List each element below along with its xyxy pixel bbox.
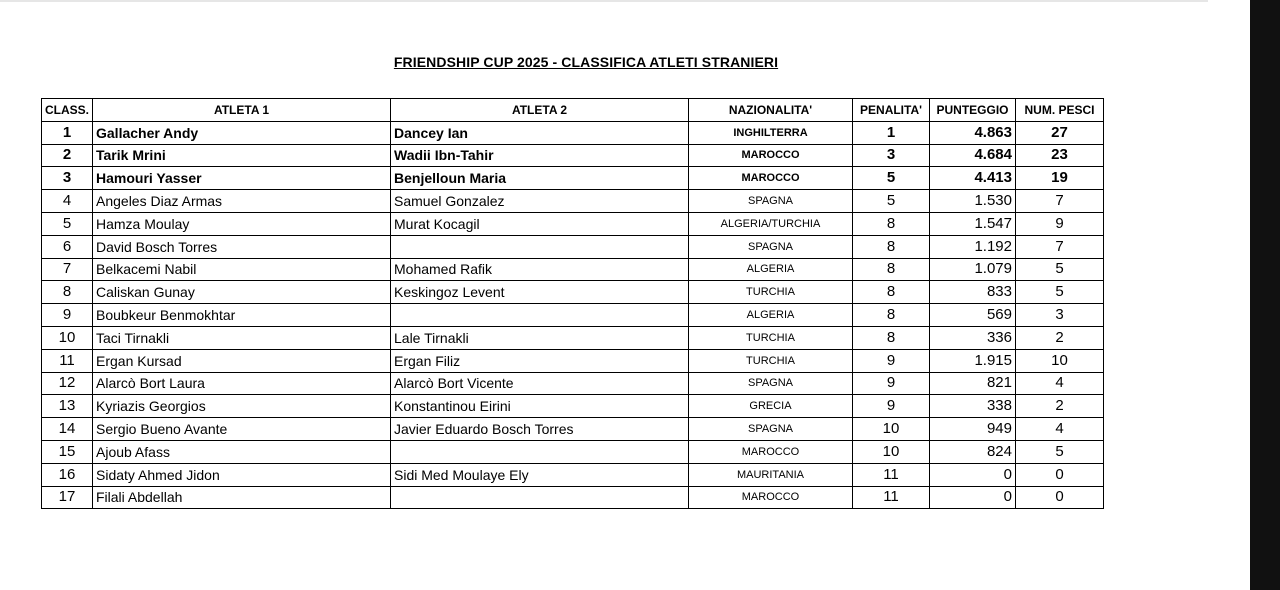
cell-atleta-1: Sergio Bueno Avante: [93, 418, 391, 441]
table-row: [42, 395, 1104, 418]
cell-num-pesci: 2: [1016, 395, 1104, 418]
cell-atleta-2: [391, 235, 689, 258]
table-row: [42, 144, 1104, 167]
cell-atleta-2: Wadii Ibn-Tahir: [391, 144, 689, 167]
cell-nazionalita: MAROCCO: [689, 486, 853, 509]
cell-nazionalita: ALGERIA: [689, 304, 853, 327]
cell-atleta-2: Dancey Ian: [391, 121, 689, 144]
cell-punteggio: 0: [930, 486, 1016, 509]
cell-atleta-1: Angeles Diaz Armas: [93, 190, 391, 213]
cell-nazionalita: TURCHIA: [689, 349, 853, 372]
document-title: FRIENDSHIP CUP 2025 - CLASSIFICA ATLETI STRANIERI: [393, 54, 779, 70]
cell-class: 5: [42, 212, 93, 235]
cell-penalita: 8: [853, 326, 930, 349]
table-row: [42, 486, 1104, 509]
table-row: [42, 440, 1104, 463]
cell-atleta-1: Caliskan Gunay: [93, 281, 391, 304]
cell-punteggio: 821: [930, 372, 1016, 395]
cell-atleta-2: Samuel Gonzalez: [391, 190, 689, 213]
cell-atleta-1: Boubkeur Benmokhtar: [93, 304, 391, 327]
cell-num-pesci: 5: [1016, 281, 1104, 304]
cell-num-pesci: 27: [1016, 121, 1104, 144]
cell-nazionalita: MAROCCO: [689, 167, 853, 190]
cell-class: 15: [42, 440, 93, 463]
cell-penalita: 8: [853, 258, 930, 281]
cell-punteggio: 949: [930, 418, 1016, 441]
table-row: [42, 190, 1104, 213]
cell-class: 13: [42, 395, 93, 418]
cell-atleta-2: Ergan Filiz: [391, 349, 689, 372]
cell-num-pesci: 19: [1016, 167, 1104, 190]
header-class: CLASS.: [42, 99, 93, 122]
cell-nazionalita: SPAGNA: [689, 372, 853, 395]
cell-num-pesci: 3: [1016, 304, 1104, 327]
cell-atleta-1: Ergan Kursad: [93, 349, 391, 372]
cell-atleta-2: Keskingoz Levent: [391, 281, 689, 304]
header-punteggio: PUNTEGGIO: [930, 99, 1016, 122]
cell-penalita: 8: [853, 212, 930, 235]
cell-punteggio: 336: [930, 326, 1016, 349]
cell-nazionalita: MAROCCO: [689, 144, 853, 167]
cell-atleta-1: Sidaty Ahmed Jidon: [93, 463, 391, 486]
cell-penalita: 11: [853, 463, 930, 486]
cell-punteggio: 4.684: [930, 144, 1016, 167]
cell-atleta-2: Alarcò Bort Vicente: [391, 372, 689, 395]
cell-nazionalita: TURCHIA: [689, 326, 853, 349]
cell-nazionalita: MAROCCO: [689, 440, 853, 463]
cell-atleta-1: Kyriazis Georgios: [93, 395, 391, 418]
cell-class: 14: [42, 418, 93, 441]
cell-num-pesci: 4: [1016, 372, 1104, 395]
table-row: [42, 372, 1104, 395]
cell-num-pesci: 23: [1016, 144, 1104, 167]
header-nazionalita: NAZIONALITA': [689, 99, 853, 122]
cell-punteggio: 569: [930, 304, 1016, 327]
cell-nazionalita: SPAGNA: [689, 190, 853, 213]
ranking-table: [41, 98, 1104, 509]
cell-atleta-1: David Bosch Torres: [93, 235, 391, 258]
cell-class: 11: [42, 349, 93, 372]
cell-penalita: 9: [853, 349, 930, 372]
cell-penalita: 10: [853, 418, 930, 441]
cell-class: 12: [42, 372, 93, 395]
cell-nazionalita: MAURITANIA: [689, 463, 853, 486]
table-row: [42, 235, 1104, 258]
table-row: [42, 212, 1104, 235]
cell-punteggio: 0: [930, 463, 1016, 486]
cell-atleta-2: [391, 304, 689, 327]
cell-num-pesci: 10: [1016, 349, 1104, 372]
cell-penalita: 11: [853, 486, 930, 509]
cell-class: 8: [42, 281, 93, 304]
cell-atleta-2: Murat Kocagil: [391, 212, 689, 235]
header-penalita: PENALITA': [853, 99, 930, 122]
cell-class: 3: [42, 167, 93, 190]
cell-num-pesci: 9: [1016, 212, 1104, 235]
cell-atleta-1: Alarcò Bort Laura: [93, 372, 391, 395]
cell-nazionalita: ALGERIA: [689, 258, 853, 281]
cell-atleta-2: Javier Eduardo Bosch Torres: [391, 418, 689, 441]
cell-penalita: 8: [853, 281, 930, 304]
cell-penalita: 9: [853, 372, 930, 395]
cell-atleta-2: Benjelloun Maria: [391, 167, 689, 190]
table-body: [42, 121, 1104, 509]
cell-num-pesci: 7: [1016, 235, 1104, 258]
table-row: [42, 463, 1104, 486]
cell-atleta-2: Konstantinou Eirini: [391, 395, 689, 418]
table-header-row: [42, 99, 1104, 122]
cell-punteggio: 4.863: [930, 121, 1016, 144]
cell-class: 7: [42, 258, 93, 281]
cell-class: 10: [42, 326, 93, 349]
cell-penalita: 5: [853, 167, 930, 190]
cell-atleta-2: Mohamed Rafik: [391, 258, 689, 281]
table-row: [42, 167, 1104, 190]
cell-nazionalita: ALGERIA/TURCHIA: [689, 212, 853, 235]
cell-class: 4: [42, 190, 93, 213]
cell-nazionalita: TURCHIA: [689, 281, 853, 304]
header-atleta-1: ATLETA 1: [93, 99, 391, 122]
header-atleta-2: ATLETA 2: [391, 99, 689, 122]
cell-atleta-1: Taci Tirnakli: [93, 326, 391, 349]
cell-punteggio: 4.413: [930, 167, 1016, 190]
top-edge-bar: [0, 0, 1208, 2]
table-row: [42, 349, 1104, 372]
cell-atleta-1: Filali Abdellah: [93, 486, 391, 509]
cell-num-pesci: 4: [1016, 418, 1104, 441]
cell-num-pesci: 5: [1016, 440, 1104, 463]
table-row: [42, 304, 1104, 327]
cell-punteggio: 1.915: [930, 349, 1016, 372]
cell-class: 6: [42, 235, 93, 258]
cell-punteggio: 1.192: [930, 235, 1016, 258]
cell-penalita: 5: [853, 190, 930, 213]
cell-atleta-2: [391, 440, 689, 463]
cell-punteggio: 824: [930, 440, 1016, 463]
cell-class: 16: [42, 463, 93, 486]
cell-atleta-1: Ajoub Afass: [93, 440, 391, 463]
cell-atleta-1: Belkacemi Nabil: [93, 258, 391, 281]
cell-atleta-2: [391, 486, 689, 509]
cell-atleta-2: Lale Tirnakli: [391, 326, 689, 349]
cell-nazionalita: INGHILTERRA: [689, 121, 853, 144]
table-row: [42, 121, 1104, 144]
cell-punteggio: 338: [930, 395, 1016, 418]
cell-punteggio: 833: [930, 281, 1016, 304]
cell-penalita: 8: [853, 304, 930, 327]
cell-atleta-1: Tarik Mrini: [93, 144, 391, 167]
cell-penalita: 9: [853, 395, 930, 418]
cell-penalita: 8: [853, 235, 930, 258]
cell-num-pesci: 2: [1016, 326, 1104, 349]
cell-penalita: 1: [853, 121, 930, 144]
cell-punteggio: 1.079: [930, 258, 1016, 281]
cell-atleta-1: Hamouri Yasser: [93, 167, 391, 190]
table-row: [42, 418, 1104, 441]
cell-punteggio: 1.547: [930, 212, 1016, 235]
table-row: [42, 258, 1104, 281]
right-edge-strip: [1250, 0, 1280, 590]
cell-atleta-1: Hamza Moulay: [93, 212, 391, 235]
cell-atleta-2: Sidi Med Moulaye Ely: [391, 463, 689, 486]
cell-class: 2: [42, 144, 93, 167]
header-num-pesci: NUM. PESCI: [1016, 99, 1104, 122]
cell-num-pesci: 0: [1016, 463, 1104, 486]
cell-atleta-1: Gallacher Andy: [93, 121, 391, 144]
cell-class: 9: [42, 304, 93, 327]
cell-num-pesci: 0: [1016, 486, 1104, 509]
cell-class: 1: [42, 121, 93, 144]
cell-penalita: 10: [853, 440, 930, 463]
cell-nazionalita: SPAGNA: [689, 235, 853, 258]
cell-nazionalita: SPAGNA: [689, 418, 853, 441]
cell-punteggio: 1.530: [930, 190, 1016, 213]
cell-nazionalita: GRECIA: [689, 395, 853, 418]
cell-num-pesci: 5: [1016, 258, 1104, 281]
table-row: [42, 281, 1104, 304]
table-row: [42, 326, 1104, 349]
cell-num-pesci: 7: [1016, 190, 1104, 213]
cell-penalita: 3: [853, 144, 930, 167]
cell-class: 17: [42, 486, 93, 509]
